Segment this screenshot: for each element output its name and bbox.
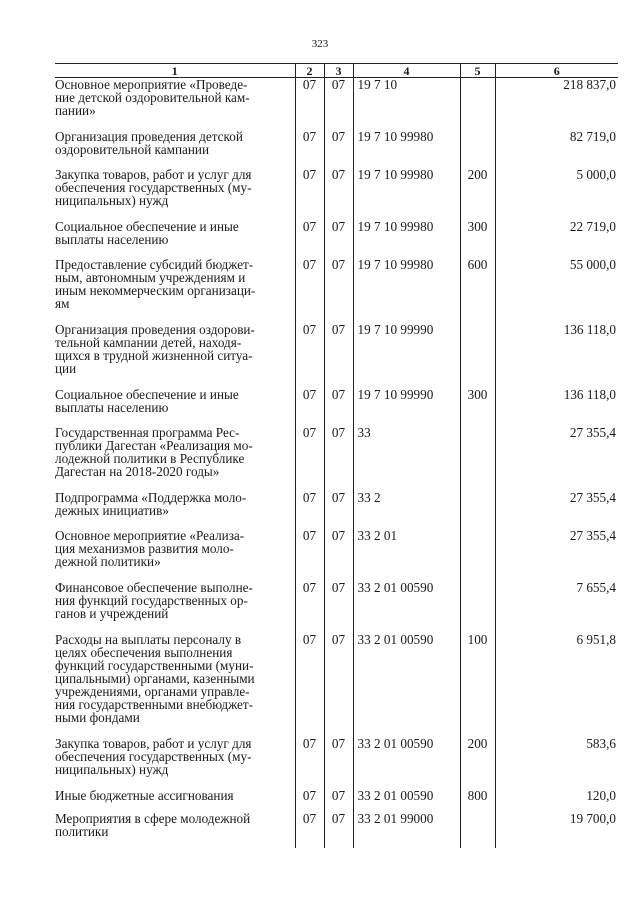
row-section: 07	[295, 581, 324, 633]
row-name: Расходы на выплаты персоналу в целях обеспечения выполнения функций государственными (муни- ципальными) органами, казенными учреждениями, органами управле- ния государственными внебюджет- ными фондами	[55, 631, 255, 725]
row-subsection: 07	[324, 388, 353, 426]
table-row	[55, 633, 618, 737]
row-subsection: 07	[324, 130, 353, 168]
row-target-article: 19 7 10 99980	[353, 168, 460, 220]
row-subsection: 07	[324, 168, 353, 220]
row-amount: 136 118,0	[495, 388, 618, 426]
row-name: Социальное обеспечение и иные выплаты населению	[55, 386, 239, 415]
row-section: 07	[295, 633, 324, 737]
header-col-5: 5	[460, 64, 495, 78]
row-expense-type	[460, 130, 495, 168]
table-row	[55, 426, 618, 491]
row-name: Основное мероприятие «Реализа- ция механизмов развития моло- дежной политики»	[55, 527, 245, 569]
row-amount: 218 837,0	[495, 78, 618, 130]
row-target-article: 33 2 01	[353, 529, 460, 581]
row-subsection: 07	[324, 633, 353, 737]
row-target-article: 33 2	[353, 491, 460, 529]
row-name: Финансовое обеспечение выполне- ния функций государственных ор- ганов и учреждений	[55, 579, 253, 621]
row-section: 07	[295, 130, 324, 168]
table-row	[55, 789, 618, 812]
row-expense-type	[460, 323, 495, 388]
row-amount: 27 355,4	[495, 426, 618, 491]
row-section: 07	[295, 737, 324, 789]
row-target-article: 33 2 01 00590	[353, 737, 460, 789]
row-name: Предоставление субсидий бюджет- ным, автономным учреждениям и иным некоммерческим организаци- ям	[55, 256, 256, 311]
row-name: Организация проведения оздорови- тельной кампании детей, находя- щихся в трудной жизненной ситуа- ции	[55, 321, 255, 376]
table-row	[55, 168, 618, 220]
row-target-article: 19 7 10 99980	[353, 130, 460, 168]
row-amount: 6 951,8	[495, 633, 618, 737]
row-target-article: 33 2 01 00590	[353, 789, 460, 812]
row-target-article: 19 7 10 99990	[353, 323, 460, 388]
row-expense-type	[460, 529, 495, 581]
row-amount: 136 118,0	[495, 323, 618, 388]
row-name: Подпрограмма «Поддержка моло- дежных инициатив»	[55, 489, 247, 518]
row-expense-type	[460, 491, 495, 529]
row-expense-type: 300	[460, 388, 495, 426]
table-row	[55, 737, 618, 789]
row-subsection: 07	[324, 812, 353, 848]
row-expense-type	[460, 426, 495, 491]
row-name: Иные бюджетные ассигнования	[55, 787, 234, 803]
row-expense-type	[460, 78, 495, 130]
row-amount: 19 700,0	[495, 812, 618, 848]
row-target-article: 33 2 01 00590	[353, 581, 460, 633]
row-section: 07	[295, 168, 324, 220]
row-section: 07	[295, 529, 324, 581]
row-expense-type: 300	[460, 220, 495, 258]
row-amount: 7 655,4	[495, 581, 618, 633]
row-amount: 5 000,0	[495, 168, 618, 220]
row-target-article: 33	[353, 426, 460, 491]
row-section: 07	[295, 388, 324, 426]
row-subsection: 07	[324, 220, 353, 258]
row-amount: 82 719,0	[495, 130, 618, 168]
header-col-2: 2	[295, 64, 324, 78]
header-col-4: 4	[353, 64, 460, 78]
row-name: Организация проведения детской оздоровительной кампании	[55, 128, 243, 157]
table-body	[55, 78, 618, 848]
table-row	[55, 78, 618, 130]
row-section: 07	[295, 220, 324, 258]
row-target-article: 33 2 01 00590	[353, 633, 460, 737]
page-number: 323	[311, 38, 329, 50]
row-subsection: 07	[324, 491, 353, 529]
budget-table	[55, 63, 618, 848]
row-target-article: 19 7 10 99990	[353, 388, 460, 426]
row-name: Государственная программа Рес- публики Дагестан «Реализация мо- лодежной политики в Республике Дагестан на 2018-2020 годы»	[55, 424, 253, 479]
row-section: 07	[295, 78, 324, 130]
row-target-article: 33 2 01 99000	[353, 812, 460, 848]
table-header	[55, 64, 618, 78]
row-expense-type: 600	[460, 258, 495, 323]
row-name: Социальное обеспечение и иные выплаты населению	[55, 218, 239, 247]
header-col-3: 3	[324, 64, 353, 78]
row-amount: 120,0	[495, 789, 618, 812]
table-row	[55, 258, 618, 323]
row-name: Мероприятия в сфере молодежной политики	[55, 810, 251, 839]
row-expense-type: 100	[460, 633, 495, 737]
row-subsection: 07	[324, 78, 353, 130]
row-amount: 55 000,0	[495, 258, 618, 323]
row-section: 07	[295, 323, 324, 388]
row-amount: 583,6	[495, 737, 618, 789]
row-section: 07	[295, 258, 324, 323]
row-expense-type: 200	[460, 737, 495, 789]
table-row	[55, 812, 618, 848]
row-amount: 27 355,4	[495, 491, 618, 529]
table-row	[55, 130, 618, 168]
row-expense-type	[460, 581, 495, 633]
row-subsection: 07	[324, 426, 353, 491]
table-row	[55, 388, 618, 426]
row-name: Основное мероприятие «Проведе- ние детской оздоровительной кам- пании»	[55, 77, 250, 118]
row-amount: 27 355,4	[495, 529, 618, 581]
row-expense-type: 200	[460, 168, 495, 220]
row-subsection: 07	[324, 529, 353, 581]
table-row	[55, 529, 618, 581]
row-amount: 22 719,0	[495, 220, 618, 258]
row-subsection: 07	[324, 581, 353, 633]
table-row	[55, 220, 618, 258]
table-row	[55, 323, 618, 388]
row-expense-type	[460, 812, 495, 848]
row-section: 07	[295, 789, 324, 812]
header-col-6: 6	[495, 64, 618, 78]
row-subsection: 07	[324, 737, 353, 789]
row-expense-type: 800	[460, 789, 495, 812]
row-section: 07	[295, 426, 324, 491]
row-target-article: 19 7 10	[353, 78, 460, 130]
row-subsection: 07	[324, 323, 353, 388]
table-row	[55, 491, 618, 529]
row-target-article: 19 7 10 99980	[353, 220, 460, 258]
row-section: 07	[295, 812, 324, 848]
table-row	[55, 581, 618, 633]
row-subsection: 07	[324, 789, 353, 812]
row-name: Закупка товаров, работ и услуг для обеспечения государственных (му- ниципальных) нужд	[55, 166, 252, 208]
row-subsection: 07	[324, 258, 353, 323]
row-section: 07	[295, 491, 324, 529]
header-col-1: 1	[55, 64, 295, 78]
row-target-article: 19 7 10 99980	[353, 258, 460, 323]
row-name: Закупка товаров, работ и услуг для обеспечения государственных (му- ниципальных) нужд	[55, 735, 252, 777]
